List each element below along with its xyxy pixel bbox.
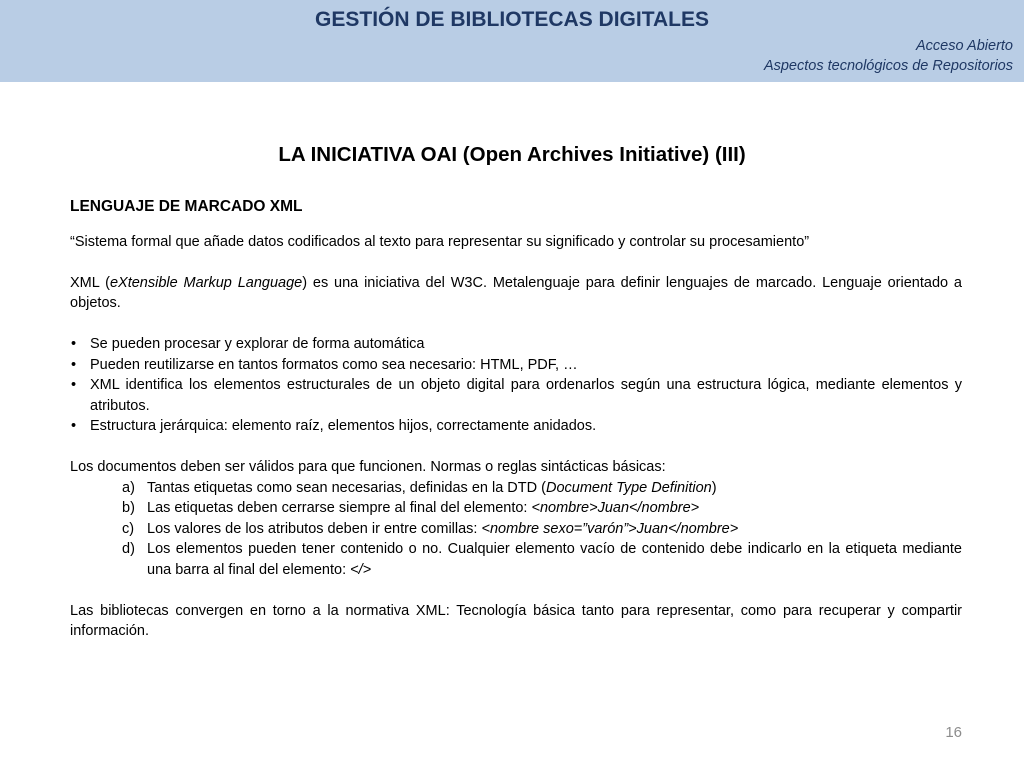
rule-marker: c) <box>122 520 135 537</box>
rule-text: Las etiquetas deben cerrarse siempre al final del elemento: <box>147 500 532 516</box>
slide-body <box>70 197 962 642</box>
bullet-marker: • <box>71 356 77 373</box>
rule-text: Tantas etiquetas como sean necesarias, definidas en la DTD ( <box>147 479 546 496</box>
bullet-text: XML identifica los elementos estructurales de un objeto digital para ordenarlos según una estructura lógica, mediante elementos y atributos. <box>90 377 962 414</box>
header-subtitle-section: Aspectos tecnológicos de Repositorios <box>763 58 1013 74</box>
header-band <box>0 0 1024 82</box>
conclusion-paragraph: Las bibliotecas convergen en torno a la normativa XML: Tecnología básica tanto para representar, como para recuperar y compartir información. <box>70 602 962 639</box>
rule-italic: <nombre>Juan</nombre> <box>531 500 700 516</box>
bullet-text: Se pueden procesar y explorar de forma automática <box>90 336 425 352</box>
bullet-marker: • <box>71 336 77 352</box>
xml-definition-italic: eXtensible Markup Language <box>109 274 303 291</box>
header-subtitle-topic: Acceso Abierto <box>916 38 1013 54</box>
rule-text: Los elementos pueden tener contenido o no. Cualquier elemento vacío de contenido debe indicarlo en la etiqueta mediante una barra al final del elemento: <box>147 541 962 578</box>
list-item <box>70 416 962 437</box>
rule-italic: </> <box>350 561 372 578</box>
rule-text: Los valores de los atributos deben ir entre comillas: <box>147 520 482 537</box>
rule-marker: d) <box>122 541 135 557</box>
rule-italic: <nombre sexo=”varón”>Juan</nombre> <box>481 520 739 537</box>
bullet-marker: • <box>71 418 77 434</box>
list-item <box>70 355 962 376</box>
list-item <box>70 539 962 580</box>
rule-italic: Document Type Definition <box>545 479 712 496</box>
bullet-list <box>70 334 962 437</box>
xml-definition-part1: XML ( <box>70 274 110 291</box>
xml-quote: “Sistema formal que añade datos codificados al texto para representar su significado y controlar su procesamiento” <box>70 233 810 250</box>
page-number: 16 <box>945 724 962 741</box>
rule-text-after: ) <box>711 479 717 496</box>
rules-intro: Los documentos deben ser válidos para que funcionen. Normas o reglas sintácticas básicas: <box>70 459 666 475</box>
rules-list <box>70 478 962 581</box>
bullet-text: Pueden reutilizarse en tantos formatos como sea necesario: HTML, PDF, … <box>90 356 578 373</box>
rule-marker: b) <box>122 500 135 516</box>
course-title: GESTIÓN DE BIBLIOTECAS DIGITALES <box>315 8 709 31</box>
xml-definition <box>70 273 962 314</box>
bullet-text: Estructura jerárquica: elemento raíz, elementos hijos, correctamente anidados. <box>90 418 597 434</box>
list-item <box>70 478 962 499</box>
rule-marker: a) <box>122 479 135 496</box>
list-item <box>70 334 962 355</box>
slide-title: LA INICIATIVA OAI (Open Archives Initiative) (III) <box>278 143 746 166</box>
section-heading: LENGUAJE DE MARCADO XML <box>70 198 303 215</box>
list-item <box>70 519 962 540</box>
bullet-marker: • <box>71 377 77 393</box>
xml-definition-part2: ) es una iniciativa del W3C. Metalenguaje para definir lenguajes de marcado. Lenguaje orientado a objetos. <box>70 274 962 311</box>
list-item <box>70 375 962 416</box>
list-item <box>70 498 962 519</box>
